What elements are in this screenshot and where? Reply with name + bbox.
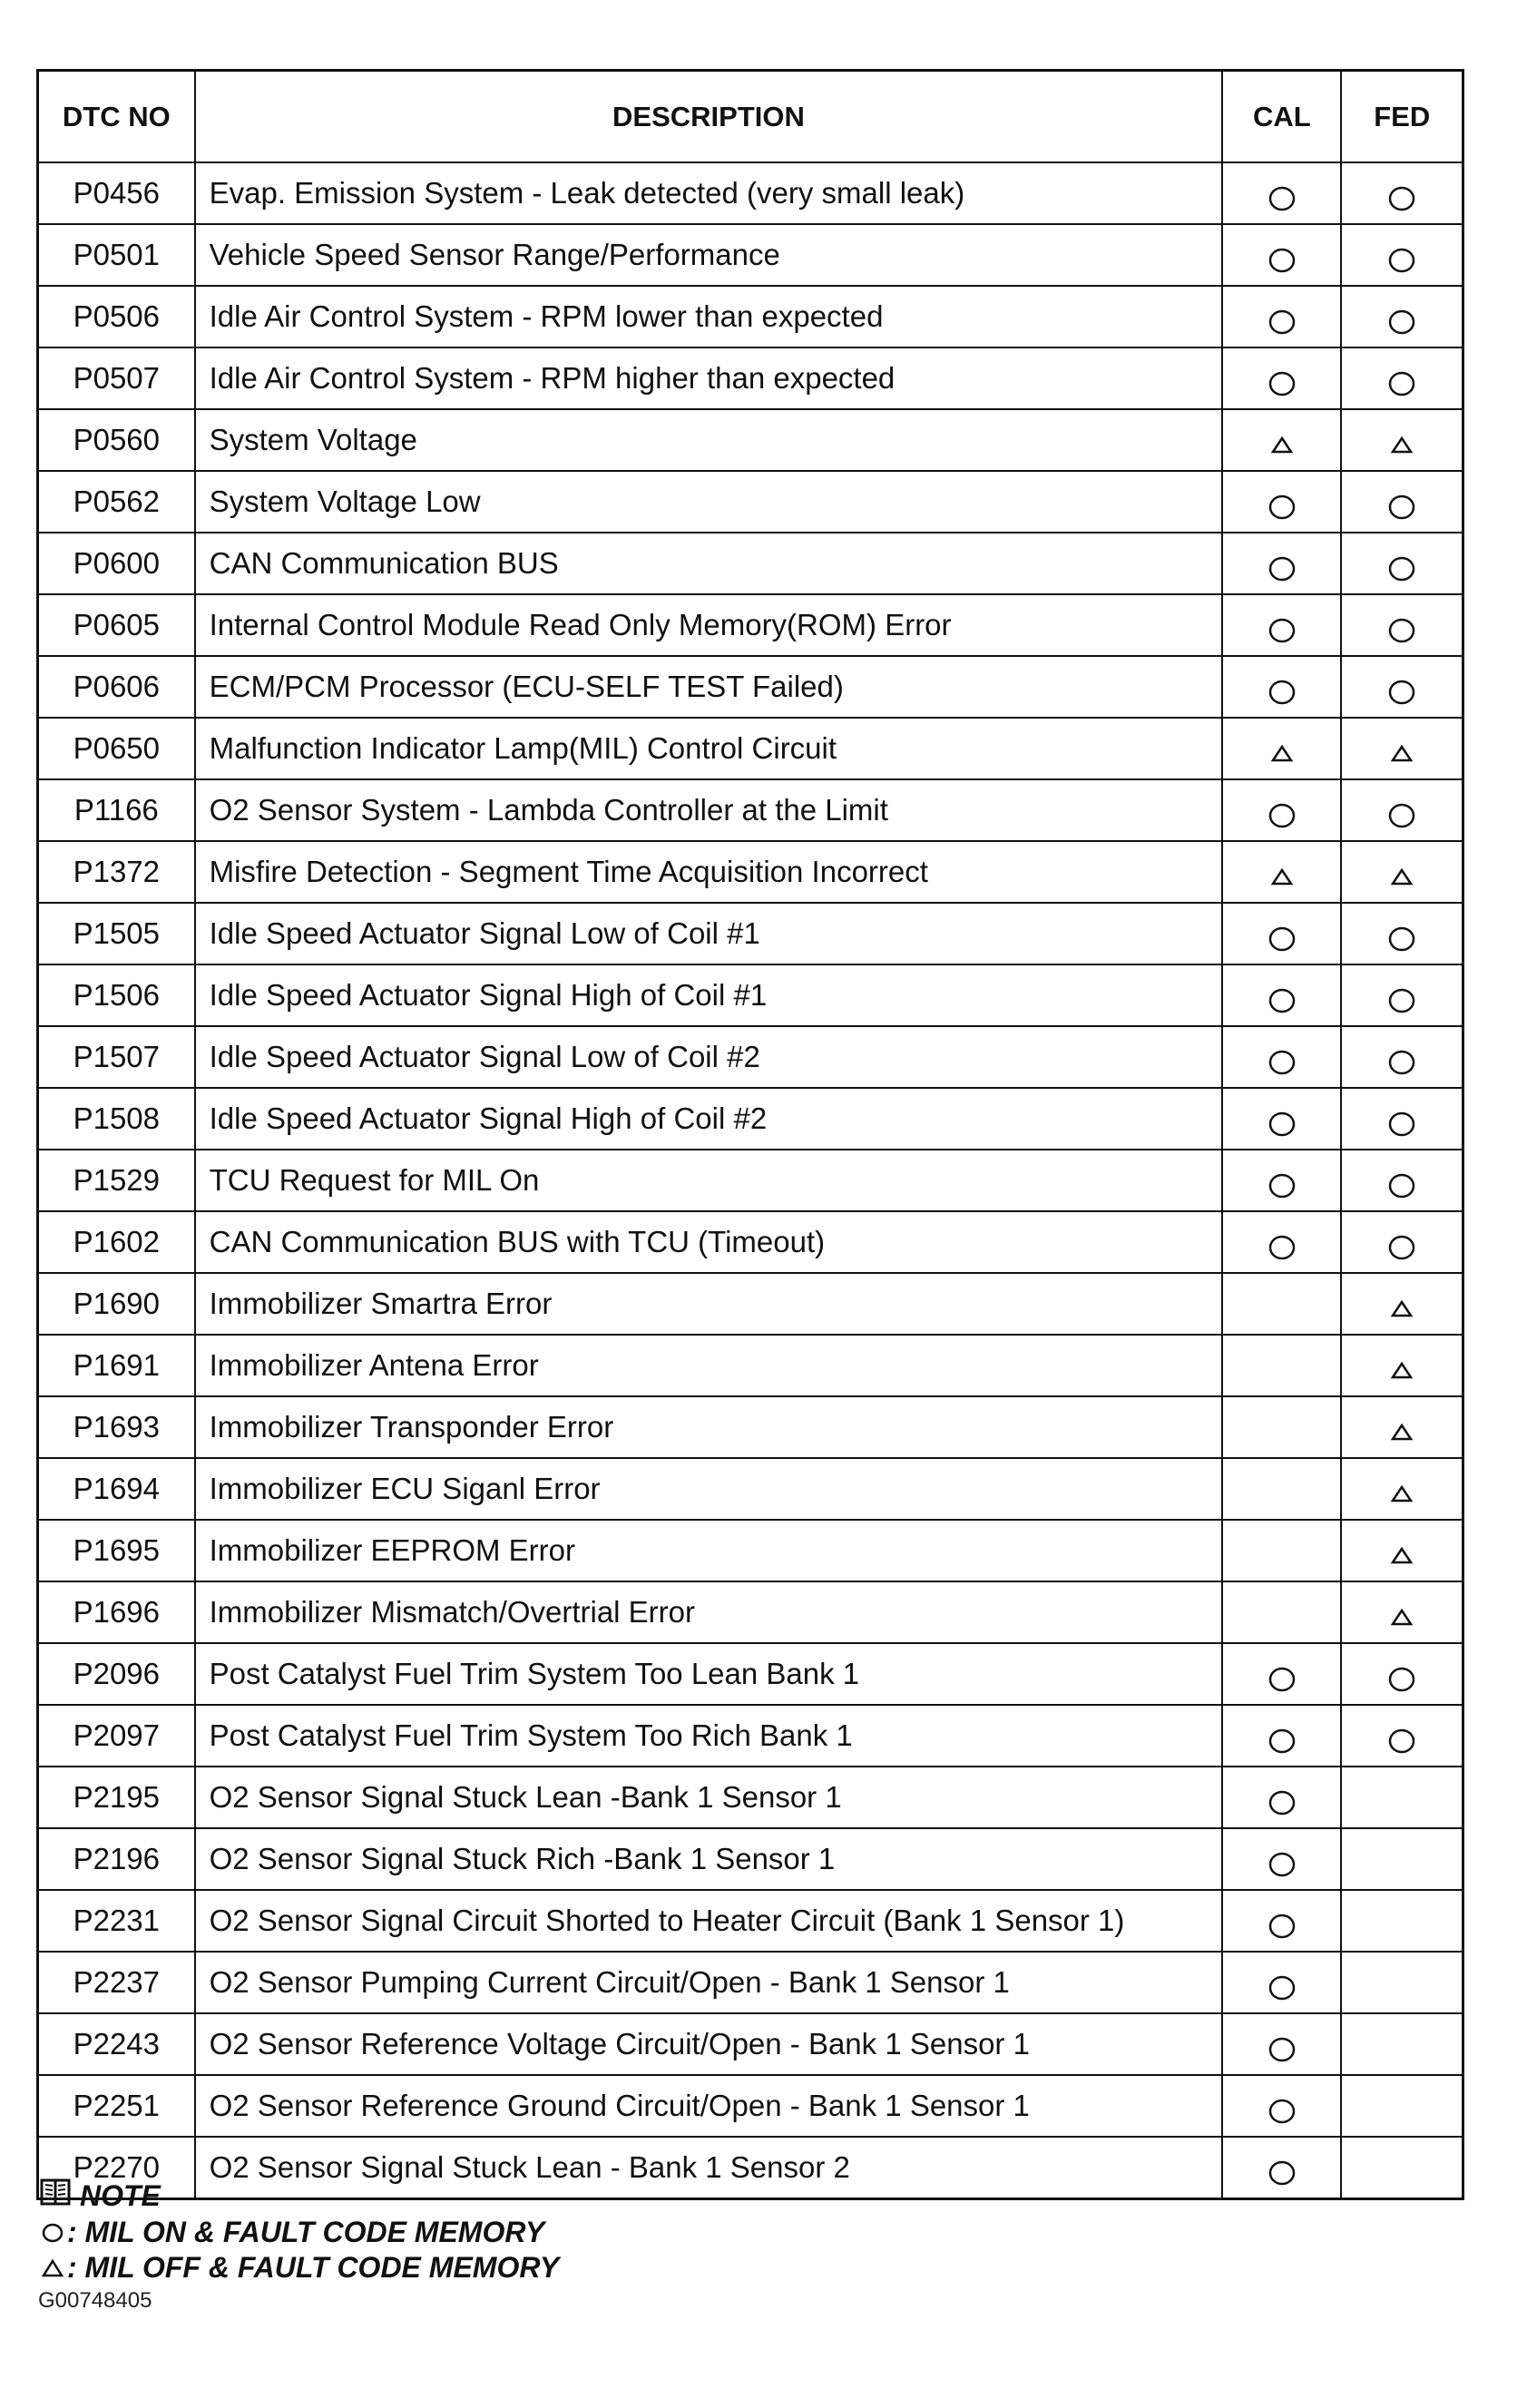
dtc-code-cell: P1166 <box>38 779 195 841</box>
table-row <box>38 1828 1463 1890</box>
table-row <box>38 1458 1463 1520</box>
description-cell: TCU Request for MIL On <box>195 1150 1223 1211</box>
dtc-code-cell: P1691 <box>38 1335 195 1396</box>
note-header <box>40 2178 559 2215</box>
header-fed: FED <box>1341 71 1463 163</box>
table-body <box>38 162 1463 2199</box>
description-cell: Malfunction Indicator Lamp(MIL) Control Circuit <box>195 718 1223 779</box>
circle-symbol-icon <box>1267 987 1297 1014</box>
table-row <box>38 903 1463 964</box>
table-row <box>38 1520 1463 1581</box>
circle-symbol-icon <box>1267 370 1297 397</box>
circle-symbol-icon <box>1267 679 1297 706</box>
dtc-code-cell: P0560 <box>38 409 195 471</box>
circle-symbol-icon <box>1267 1172 1297 1199</box>
dtc-code-cell: P0456 <box>38 162 195 224</box>
table-row <box>38 779 1463 841</box>
cal-cell <box>1222 1396 1341 1458</box>
fed-cell <box>1341 1890 1463 1952</box>
dtc-code-cell: P2243 <box>38 2013 195 2075</box>
description-cell: ECM/PCM Processor (ECU-SELF TEST Failed) <box>195 656 1223 718</box>
triangle-symbol-icon <box>1386 432 1417 459</box>
cal-cell <box>1222 1890 1341 1952</box>
table-row <box>38 1952 1463 2013</box>
description-cell: Immobilizer Antena Error <box>195 1335 1223 1396</box>
circle-symbol-icon <box>1386 987 1417 1014</box>
circle-symbol-icon <box>1267 1851 1297 1878</box>
cal-cell <box>1222 1581 1341 1643</box>
table-row <box>38 841 1463 903</box>
description-cell: System Voltage Low <box>195 471 1223 533</box>
dtc-code-cell: P2195 <box>38 1767 195 1828</box>
description-cell: O2 Sensor System - Lambda Controller at the Limit <box>195 779 1223 841</box>
triangle-symbol-icon <box>1386 1357 1417 1385</box>
description-cell: Immobilizer EEPROM Error <box>195 1520 1223 1581</box>
fed-cell <box>1341 1026 1463 1088</box>
circle-symbol-icon <box>1386 925 1417 953</box>
circle-symbol-icon <box>1386 679 1417 706</box>
description-cell: Idle Air Control System - RPM lower than expected <box>195 286 1223 347</box>
fed-cell <box>1341 718 1463 779</box>
table-row <box>38 718 1463 779</box>
description-cell: Post Catalyst Fuel Trim System Too Lean Bank 1 <box>195 1643 1223 1705</box>
dtc-code-cell: P1690 <box>38 1273 195 1335</box>
dtc-code-cell: P1694 <box>38 1458 195 1520</box>
table-row <box>38 1211 1463 1273</box>
dtc-code-cell: P2251 <box>38 2075 195 2137</box>
description-cell: Idle Speed Actuator Signal Low of Coil #2 <box>195 1026 1223 1088</box>
fed-cell <box>1341 1335 1463 1396</box>
circle-symbol-icon <box>1267 247 1297 274</box>
description-cell: O2 Sensor Pumping Current Circuit/Open - Bank 1 Sensor 1 <box>195 1952 1223 2013</box>
figure-id: G00748405 <box>38 2288 152 2313</box>
description-cell: Immobilizer Transponder Error <box>195 1396 1223 1458</box>
circle-symbol-icon <box>1386 1234 1417 1261</box>
fed-cell <box>1341 471 1463 533</box>
description-cell: O2 Sensor Reference Ground Circuit/Open - Bank 1 Sensor 1 <box>195 2075 1223 2137</box>
description-cell: O2 Sensor Signal Stuck Lean -Bank 1 Sensor 1 <box>195 1767 1223 1828</box>
table-row <box>38 533 1463 594</box>
fed-cell <box>1341 286 1463 347</box>
cal-cell <box>1222 286 1341 347</box>
table-row <box>38 1026 1463 1088</box>
table-row <box>38 286 1463 347</box>
description-cell: Internal Control Module Read Only Memory(ROM) Error <box>195 594 1223 656</box>
table-row <box>38 162 1463 224</box>
dtc-code-cell: P0507 <box>38 347 195 409</box>
fed-cell <box>1341 2013 1463 2075</box>
description-cell: Misfire Detection - Segment Time Acquisition Incorrect <box>195 841 1223 903</box>
table-row <box>38 2013 1463 2075</box>
cal-cell <box>1222 224 1341 286</box>
fed-cell <box>1341 1828 1463 1890</box>
circle-symbol-icon <box>1386 617 1417 644</box>
description-cell: Post Catalyst Fuel Trim System Too Rich Bank 1 <box>195 1705 1223 1767</box>
circle-symbol-icon <box>1386 1049 1417 1076</box>
cal-cell <box>1222 409 1341 471</box>
table-row <box>38 1890 1463 1952</box>
dtc-code-cell: P2237 <box>38 1952 195 2013</box>
circle-symbol-icon <box>1267 2036 1297 2063</box>
circle-symbol-icon <box>1267 1049 1297 1076</box>
fed-cell <box>1341 1396 1463 1458</box>
cal-cell <box>1222 2137 1341 2199</box>
cal-cell <box>1222 1088 1341 1150</box>
header-cal: CAL <box>1222 71 1341 163</box>
cal-cell <box>1222 1828 1341 1890</box>
cal-cell <box>1222 1952 1341 2013</box>
cal-cell <box>1222 1211 1341 1273</box>
note-block <box>40 2178 559 2286</box>
circle-symbol-icon <box>40 2221 65 2245</box>
cal-cell <box>1222 1643 1341 1705</box>
triangle-symbol-icon <box>1386 1604 1417 1631</box>
fed-cell <box>1341 1767 1463 1828</box>
cal-cell <box>1222 1026 1341 1088</box>
description-cell: CAN Communication BUS <box>195 533 1223 594</box>
fed-cell <box>1341 409 1463 471</box>
note-title: NOTE <box>80 2179 161 2212</box>
circle-symbol-icon <box>1267 1666 1297 1693</box>
description-cell: CAN Communication BUS with TCU (Timeout) <box>195 1211 1223 1273</box>
fed-cell <box>1341 779 1463 841</box>
triangle-symbol-icon <box>40 2256 65 2280</box>
table-row <box>38 224 1463 286</box>
book-icon <box>40 2178 71 2215</box>
cal-cell <box>1222 903 1341 964</box>
triangle-symbol-icon <box>1386 864 1417 891</box>
dtc-code-cell: P0650 <box>38 718 195 779</box>
circle-symbol-icon <box>1267 185 1297 212</box>
dtc-code-cell: P1602 <box>38 1211 195 1273</box>
triangle-symbol-icon <box>1267 740 1297 768</box>
dtc-code-cell: P1372 <box>38 841 195 903</box>
fed-cell <box>1341 1952 1463 2013</box>
fed-cell <box>1341 1088 1463 1150</box>
fed-cell <box>1341 2075 1463 2137</box>
dtc-code-cell: P0600 <box>38 533 195 594</box>
circle-symbol-icon <box>1386 494 1417 521</box>
cal-cell <box>1222 1273 1341 1335</box>
dtc-code-cell: P1508 <box>38 1088 195 1150</box>
dtc-code-cell: P2270 <box>38 2137 195 2199</box>
circle-symbol-icon <box>1267 1728 1297 1755</box>
table-row <box>38 1088 1463 1150</box>
legend-row-triangle <box>40 2250 559 2286</box>
fed-cell <box>1341 2137 1463 2199</box>
triangle-symbol-icon <box>1267 432 1297 459</box>
cal-cell <box>1222 1458 1341 1520</box>
dtc-code-cell: P0501 <box>38 224 195 286</box>
circle-symbol-icon <box>1267 925 1297 953</box>
cal-cell <box>1222 779 1341 841</box>
dtc-code-cell: P0606 <box>38 656 195 718</box>
circle-symbol-icon <box>1267 308 1297 336</box>
fed-cell <box>1341 903 1463 964</box>
circle-symbol-icon <box>1267 494 1297 521</box>
cal-cell <box>1222 1705 1341 1767</box>
legend-row-circle <box>40 2215 559 2250</box>
description-cell: Idle Air Control System - RPM higher than expected <box>195 347 1223 409</box>
description-cell: Immobilizer ECU Siganl Error <box>195 1458 1223 1520</box>
circle-symbol-icon <box>1267 1789 1297 1816</box>
fed-cell <box>1341 656 1463 718</box>
cal-cell <box>1222 1520 1341 1581</box>
triangle-symbol-icon <box>1386 1419 1417 1446</box>
fed-cell <box>1341 1643 1463 1705</box>
description-cell: Vehicle Speed Sensor Range/Performance <box>195 224 1223 286</box>
circle-symbol-icon <box>1267 617 1297 644</box>
circle-symbol-icon <box>1267 1234 1297 1261</box>
cal-cell <box>1222 1335 1341 1396</box>
description-cell: Immobilizer Mismatch/Overtrial Error <box>195 1581 1223 1643</box>
cal-cell <box>1222 718 1341 779</box>
dtc-code-cell: P1695 <box>38 1520 195 1581</box>
table-row <box>38 1150 1463 1211</box>
table-row <box>38 1705 1463 1767</box>
table-row <box>38 347 1463 409</box>
fed-cell <box>1341 533 1463 594</box>
dtc-code-cell: P0605 <box>38 594 195 656</box>
dtc-code-cell: P1507 <box>38 1026 195 1088</box>
dtc-code-cell: P2096 <box>38 1643 195 1705</box>
dtc-code-cell: P2097 <box>38 1705 195 1767</box>
fed-cell <box>1341 224 1463 286</box>
fed-cell <box>1341 594 1463 656</box>
dtc-code-cell: P0562 <box>38 471 195 533</box>
description-cell: Evap. Emission System - Leak detected (very small leak) <box>195 162 1223 224</box>
description-cell: System Voltage <box>195 409 1223 471</box>
cal-cell <box>1222 964 1341 1026</box>
table-row <box>38 471 1463 533</box>
table-row <box>38 1643 1463 1705</box>
table-row <box>38 409 1463 471</box>
fed-cell <box>1341 162 1463 224</box>
table-row <box>38 1396 1463 1458</box>
circle-symbol-icon <box>1386 1728 1417 1755</box>
circle-symbol-icon <box>1267 1111 1297 1138</box>
circle-symbol-icon <box>1386 555 1417 582</box>
circle-symbol-icon <box>1386 802 1417 829</box>
header-description: DESCRIPTION <box>195 71 1223 163</box>
triangle-symbol-icon <box>1386 1542 1417 1570</box>
cal-cell <box>1222 533 1341 594</box>
cal-cell <box>1222 471 1341 533</box>
fed-cell <box>1341 841 1463 903</box>
table-row <box>38 964 1463 1026</box>
circle-symbol-icon <box>1386 308 1417 336</box>
circle-symbol-icon <box>1267 1974 1297 2002</box>
cal-cell <box>1222 162 1341 224</box>
fed-cell <box>1341 964 1463 1026</box>
table-row <box>38 1335 1463 1396</box>
header-dtc-no: DTC NO <box>38 71 195 163</box>
table-row <box>38 1581 1463 1643</box>
description-cell: Idle Speed Actuator Signal High of Coil #2 <box>195 1088 1223 1150</box>
cal-cell <box>1222 594 1341 656</box>
fed-cell <box>1341 1150 1463 1211</box>
fed-cell <box>1341 1458 1463 1520</box>
description-cell: O2 Sensor Signal Stuck Rich -Bank 1 Sensor 1 <box>195 1828 1223 1890</box>
table-row <box>38 1273 1463 1335</box>
description-cell: O2 Sensor Reference Voltage Circuit/Open - Bank 1 Sensor 1 <box>195 2013 1223 2075</box>
fed-cell <box>1341 1705 1463 1767</box>
circle-symbol-icon <box>1267 802 1297 829</box>
fed-cell <box>1341 1581 1463 1643</box>
table-row <box>38 594 1463 656</box>
description-cell: Immobilizer Smartra Error <box>195 1273 1223 1335</box>
dtc-code-cell: P1696 <box>38 1581 195 1643</box>
circle-symbol-icon <box>1267 2159 1297 2187</box>
dtc-code-cell: P1505 <box>38 903 195 964</box>
dtc-code-cell: P2196 <box>38 1828 195 1890</box>
triangle-symbol-icon <box>1386 1481 1417 1508</box>
cal-cell <box>1222 656 1341 718</box>
cal-cell <box>1222 1767 1341 1828</box>
table-row <box>38 656 1463 718</box>
dtc-code-cell: P0506 <box>38 286 195 347</box>
circle-symbol-icon <box>1267 555 1297 582</box>
cal-cell <box>1222 347 1341 409</box>
circle-symbol-icon <box>1386 247 1417 274</box>
cal-cell <box>1222 2075 1341 2137</box>
circle-symbol-icon <box>1386 1172 1417 1199</box>
description-cell: O2 Sensor Signal Circuit Shorted to Heater Circuit (Bank 1 Sensor 1) <box>195 1890 1223 1952</box>
dtc-code-cell: P1529 <box>38 1150 195 1211</box>
table-row <box>38 2075 1463 2137</box>
circle-symbol-icon <box>1386 1666 1417 1693</box>
circle-symbol-icon <box>1386 370 1417 397</box>
dtc-table <box>36 69 1464 2200</box>
circle-symbol-icon <box>1267 2098 1297 2125</box>
circle-symbol-icon <box>1267 1913 1297 1940</box>
description-cell: Idle Speed Actuator Signal High of Coil #1 <box>195 964 1223 1026</box>
cal-cell <box>1222 841 1341 903</box>
dtc-code-cell: P1506 <box>38 964 195 1026</box>
circle-symbol-icon <box>1386 1111 1417 1138</box>
fed-cell <box>1341 1273 1463 1335</box>
triangle-symbol-icon <box>1386 740 1417 768</box>
legend-text-triangle: : MIL OFF & FAULT CODE MEMORY <box>67 2251 560 2284</box>
dtc-code-cell: P2231 <box>38 1890 195 1952</box>
triangle-symbol-icon <box>1386 1296 1417 1323</box>
legend-text-circle: : MIL ON & FAULT CODE MEMORY <box>67 2216 545 2248</box>
description-cell: O2 Sensor Signal Stuck Lean - Bank 1 Sensor 2 <box>195 2137 1223 2199</box>
table-row <box>38 1767 1463 1828</box>
triangle-symbol-icon <box>1267 864 1297 891</box>
cal-cell <box>1222 1150 1341 1211</box>
table-header-row <box>38 71 1463 163</box>
circle-symbol-icon <box>1386 185 1417 212</box>
fed-cell <box>1341 1211 1463 1273</box>
cal-cell <box>1222 2013 1341 2075</box>
description-cell: Idle Speed Actuator Signal Low of Coil #1 <box>195 903 1223 964</box>
fed-cell <box>1341 347 1463 409</box>
dtc-code-cell: P1693 <box>38 1396 195 1458</box>
fed-cell <box>1341 1520 1463 1581</box>
